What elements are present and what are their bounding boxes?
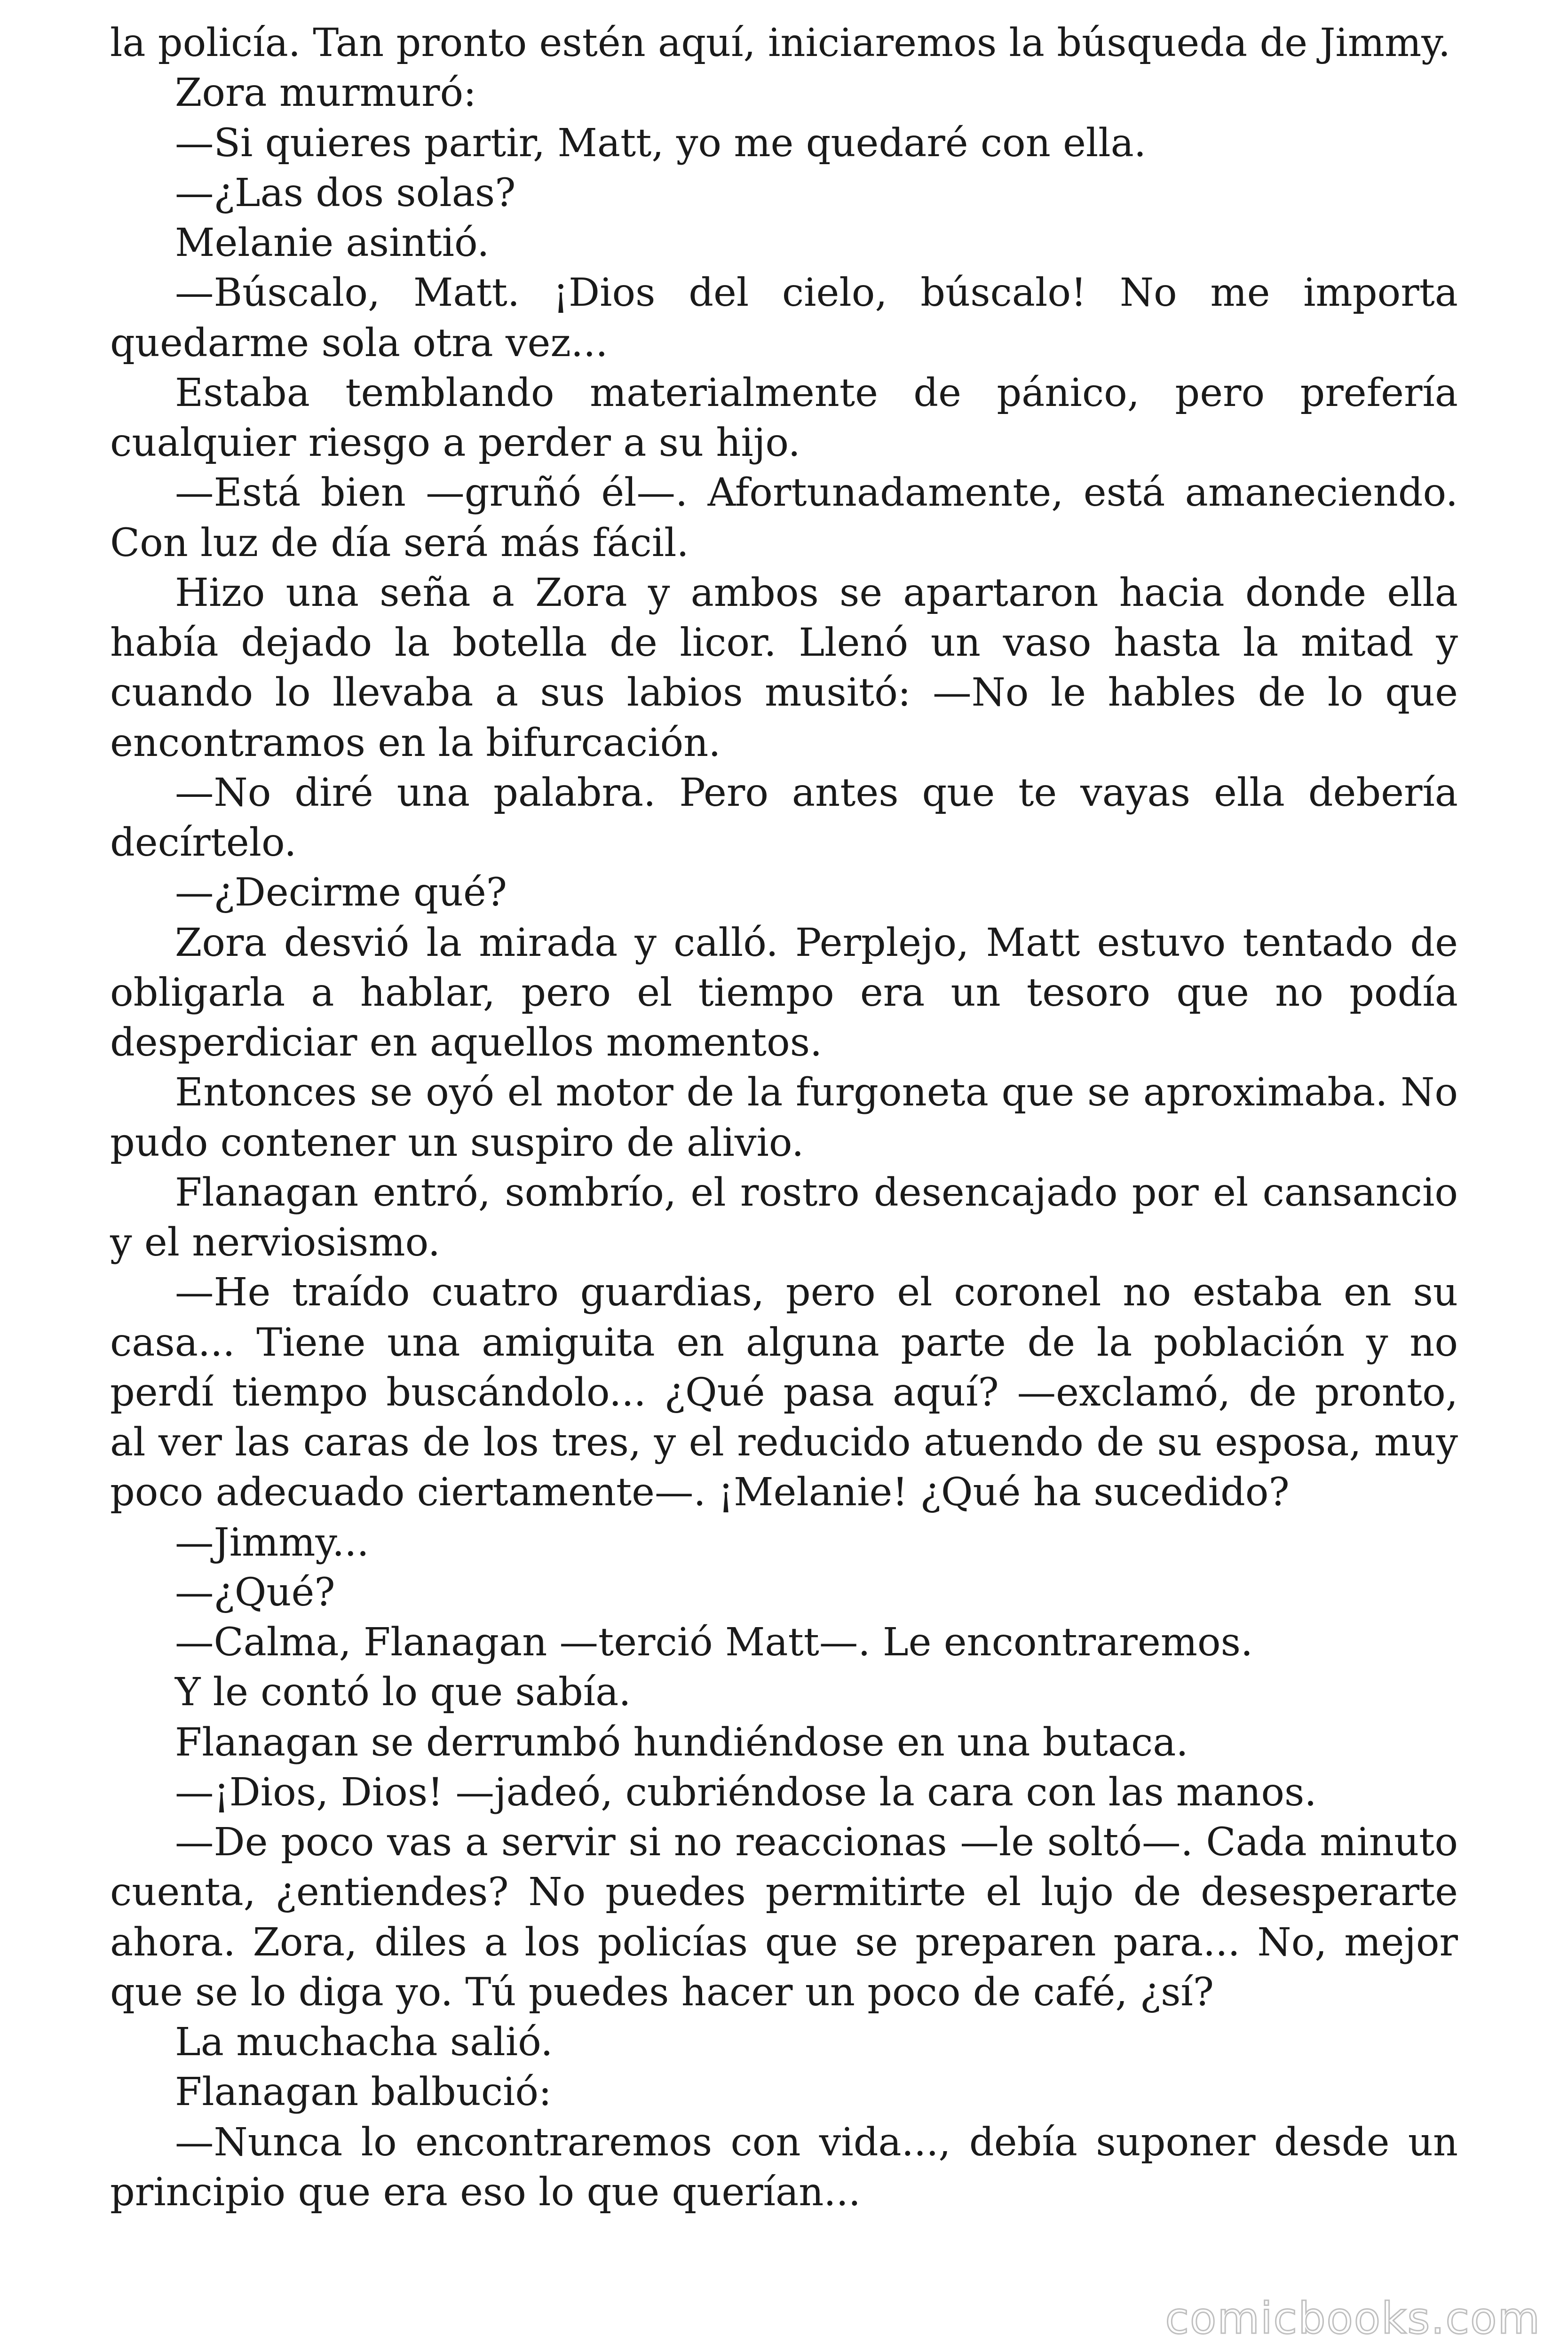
page-text-body xyxy=(110,18,1458,2217)
paragraph: Zora desvió la mirada y calló. Perplejo, Matt estuvo tentado de obligarla a hablar, pero el tiempo era un tesoro que no podía desperdiciar en aquellos momentos. xyxy=(110,920,1458,1065)
paragraph: —Jimmy... xyxy=(175,1519,369,1565)
paragraph: —¿Decirme qué? xyxy=(175,870,507,915)
paragraph: Melanie asintió. xyxy=(175,220,490,265)
paragraph: Entonces se oyó el motor de la furgoneta que se aproximaba. No pudo contener un suspiro de alivio. xyxy=(110,1070,1458,1165)
paragraph: Flanagan entró, sombrío, el rostro desencajado por el cansancio y el nerviosismo. xyxy=(110,1169,1458,1265)
paragraph: Estaba temblando materialmente de pánico, pero prefería cualquier riesgo a perder a su hijo. xyxy=(110,370,1458,465)
paragraph: —Búscalo, Matt. ¡Dios del cielo, búscalo! No me importa quedarme sola otra vez... xyxy=(110,270,1458,366)
paragraph: Zora murmuró: xyxy=(175,70,476,116)
paragraph: Y le contó lo que sabía. xyxy=(175,1669,631,1715)
paragraph: —Está bien —gruñó él—. Afortunadamente, está amaneciendo. Con luz de día será más fácil. xyxy=(110,470,1458,565)
watermark-text: comicbooks.com xyxy=(1165,2293,1541,2344)
paragraph: —¡Dios, Dios! —jadeó, cubriéndose la cara con las manos. xyxy=(175,1769,1317,1815)
paragraph: —He traído cuatro guardias, pero el coronel no estaba en su casa... Tiene una amiguita en alguna parte de la población y no perdí tiempo buscándolo... ¿Qué pasa aquí? —exclamó, de pronto, al ver las caras de los tres, y el reducido atuendo de su esposa, muy poco adecuado ciertamente—. ¡Melanie! ¿Qué ha sucedido? xyxy=(110,1270,1458,1515)
paragraph: La muchacha salió. xyxy=(175,2019,553,2065)
paragraph: —¿Qué? xyxy=(175,1569,335,1615)
paragraph: —De poco vas a servir si no reaccionas —le soltó—. Cada minuto cuenta, ¿entiendes? No puedes permitirte el lujo de desesperarte ahora. Zora, diles a los policías que se preparen para... No, mejor que se lo diga yo. Tú puedes hacer un poco de café, ¿sí? xyxy=(110,1820,1458,2015)
book-page xyxy=(110,0,1458,2352)
paragraph: —No diré una palabra. Pero antes que te vayas ella debería decírtelo. xyxy=(110,770,1458,865)
paragraph: la policía. Tan pronto estén aquí, iniciaremos la búsqueda de Jimmy. xyxy=(110,20,1451,65)
paragraph: —Calma, Flanagan —terció Matt—. Le encontraremos. xyxy=(175,1620,1253,1665)
paragraph: —¿Las dos solas? xyxy=(175,170,516,215)
paragraph: —Si quieres partir, Matt, yo me quedaré con ella. xyxy=(175,120,1147,166)
paragraph: —Nunca lo encontraremos con vida..., debía suponer desde un principio que era eso lo que querían... xyxy=(110,2119,1458,2215)
paragraph: Flanagan se derrumbó hundiéndose en una butaca. xyxy=(175,1719,1188,1765)
paragraph: Flanagan balbució: xyxy=(175,2069,552,2115)
paragraph: Hizo una seña a Zora y ambos se apartaron hacia donde ella había dejado la botella de licor. Llenó un vaso hasta la mitad y cuando lo llevaba a sus labios musitó: —No le hables de lo que encontramos en la bifurcación. xyxy=(110,570,1458,765)
